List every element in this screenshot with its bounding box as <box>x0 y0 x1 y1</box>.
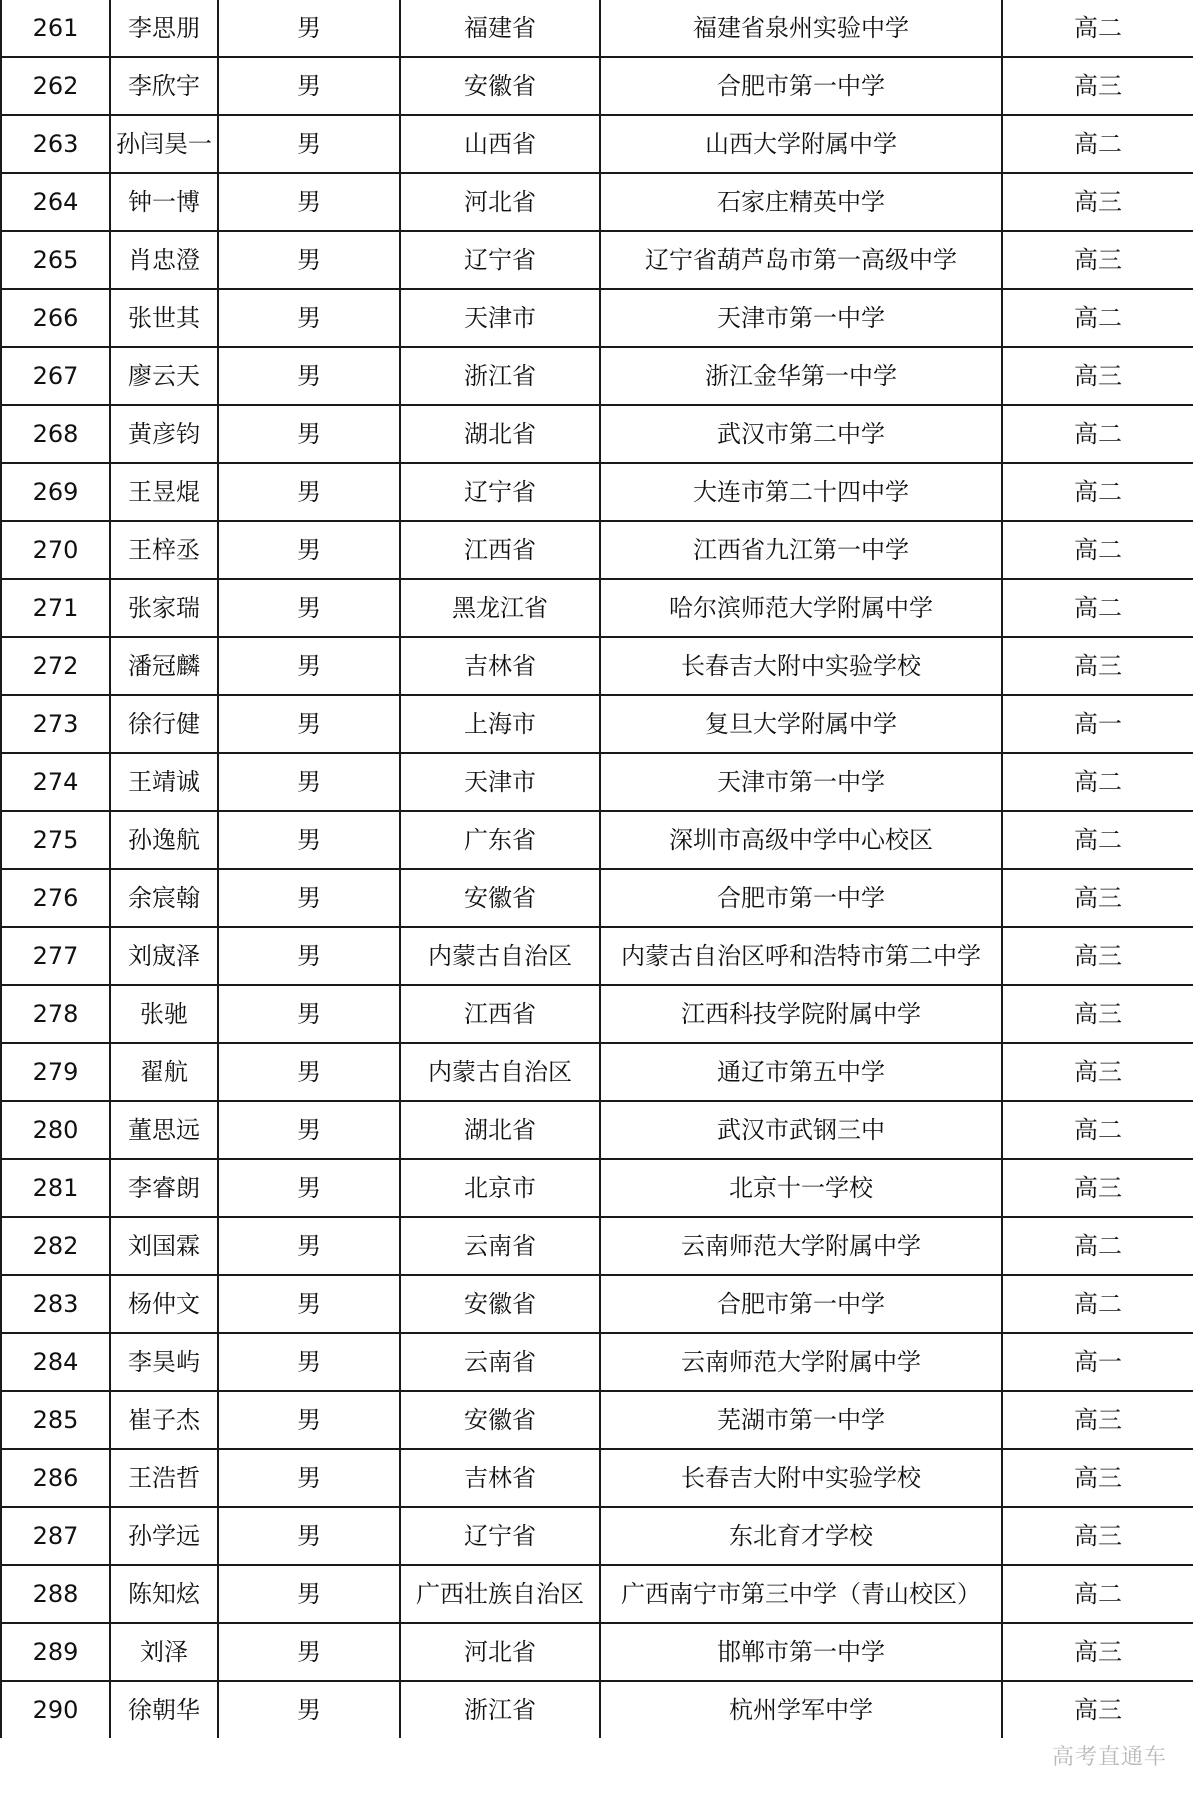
cell-gender: 男 <box>218 405 400 463</box>
cell-name: 孙闫昊一 <box>110 115 218 173</box>
cell-school: 内蒙古自治区呼和浩特市第二中学 <box>600 927 1002 985</box>
cell-province: 山西省 <box>400 115 600 173</box>
cell-name: 孙逸航 <box>110 811 218 869</box>
table-row <box>1 753 1193 811</box>
cell-gender: 男 <box>218 463 400 521</box>
table-row <box>1 695 1193 753</box>
cell-gender: 男 <box>218 637 400 695</box>
cell-grade: 高三 <box>1002 1043 1193 1101</box>
cell-school: 长春吉大附中实验学校 <box>600 1449 1002 1507</box>
cell-grade: 高二 <box>1002 579 1193 637</box>
table-row <box>1 0 1193 57</box>
cell-name: 孙学远 <box>110 1507 218 1565</box>
cell-name: 刘泽 <box>110 1623 218 1681</box>
table-row <box>1 521 1193 579</box>
cell-province: 安徽省 <box>400 1391 600 1449</box>
cell-grade: 高一 <box>1002 1333 1193 1391</box>
cell-school: 江西科技学院附属中学 <box>600 985 1002 1043</box>
cell-name: 杨仲文 <box>110 1275 218 1333</box>
cell-number: 261 <box>1 0 110 57</box>
cell-gender: 男 <box>218 753 400 811</box>
cell-grade: 高三 <box>1002 1159 1193 1217</box>
cell-grade: 高二 <box>1002 115 1193 173</box>
cell-gender: 男 <box>218 1101 400 1159</box>
cell-province: 云南省 <box>400 1333 600 1391</box>
cell-name: 黄彦钧 <box>110 405 218 463</box>
table-row <box>1 1275 1193 1333</box>
table-row <box>1 869 1193 927</box>
table-row <box>1 1159 1193 1217</box>
cell-province: 安徽省 <box>400 869 600 927</box>
cell-grade: 高二 <box>1002 405 1193 463</box>
cell-number: 290 <box>1 1681 110 1738</box>
table-row <box>1 1449 1193 1507</box>
cell-province: 江西省 <box>400 985 600 1043</box>
cell-name: 张世其 <box>110 289 218 347</box>
cell-number: 265 <box>1 231 110 289</box>
cell-school: 芜湖市第一中学 <box>600 1391 1002 1449</box>
cell-province: 湖北省 <box>400 405 600 463</box>
cell-gender: 男 <box>218 173 400 231</box>
cell-grade: 高三 <box>1002 1681 1193 1738</box>
cell-school: 天津市第一中学 <box>600 289 1002 347</box>
cell-gender: 男 <box>218 1681 400 1738</box>
cell-grade: 高二 <box>1002 811 1193 869</box>
cell-school: 哈尔滨师范大学附属中学 <box>600 579 1002 637</box>
cell-school: 辽宁省葫芦岛市第一高级中学 <box>600 231 1002 289</box>
cell-gender: 男 <box>218 57 400 115</box>
cell-province: 浙江省 <box>400 347 600 405</box>
table-row <box>1 985 1193 1043</box>
cell-name: 崔子杰 <box>110 1391 218 1449</box>
cell-name: 李思朋 <box>110 0 218 57</box>
cell-grade: 高一 <box>1002 695 1193 753</box>
cell-grade: 高二 <box>1002 1565 1193 1623</box>
cell-grade: 高二 <box>1002 1217 1193 1275</box>
table-row <box>1 1043 1193 1101</box>
cell-grade: 高三 <box>1002 1391 1193 1449</box>
cell-name: 肖忠澄 <box>110 231 218 289</box>
cell-name: 王昱焜 <box>110 463 218 521</box>
cell-number: 271 <box>1 579 110 637</box>
table-row <box>1 1623 1193 1681</box>
table-row <box>1 1391 1193 1449</box>
cell-gender: 男 <box>218 579 400 637</box>
cell-grade: 高三 <box>1002 985 1193 1043</box>
cell-grade: 高二 <box>1002 753 1193 811</box>
cell-name: 张家瑞 <box>110 579 218 637</box>
cell-grade: 高二 <box>1002 289 1193 347</box>
cell-school: 合肥市第一中学 <box>600 57 1002 115</box>
table-row <box>1 405 1193 463</box>
cell-name: 王浩哲 <box>110 1449 218 1507</box>
cell-grade: 高二 <box>1002 463 1193 521</box>
cell-province: 河北省 <box>400 173 600 231</box>
cell-number: 283 <box>1 1275 110 1333</box>
cell-school: 杭州学军中学 <box>600 1681 1002 1738</box>
cell-school: 合肥市第一中学 <box>600 869 1002 927</box>
cell-number: 282 <box>1 1217 110 1275</box>
cell-number: 273 <box>1 695 110 753</box>
cell-number: 287 <box>1 1507 110 1565</box>
cell-name: 翟航 <box>110 1043 218 1101</box>
cell-number: 289 <box>1 1623 110 1681</box>
cell-gender: 男 <box>218 347 400 405</box>
cell-number: 281 <box>1 1159 110 1217</box>
cell-school: 山西大学附属中学 <box>600 115 1002 173</box>
cell-school: 云南师范大学附属中学 <box>600 1217 1002 1275</box>
cell-province: 湖北省 <box>400 1101 600 1159</box>
cell-gender: 男 <box>218 521 400 579</box>
cell-school: 武汉市第二中学 <box>600 405 1002 463</box>
cell-number: 280 <box>1 1101 110 1159</box>
cell-school: 云南师范大学附属中学 <box>600 1333 1002 1391</box>
cell-province: 吉林省 <box>400 637 600 695</box>
cell-province: 辽宁省 <box>400 231 600 289</box>
cell-number: 277 <box>1 927 110 985</box>
cell-name: 廖云天 <box>110 347 218 405</box>
cell-province: 上海市 <box>400 695 600 753</box>
cell-gender: 男 <box>218 289 400 347</box>
table-row <box>1 347 1193 405</box>
cell-province: 吉林省 <box>400 1449 600 1507</box>
cell-grade: 高三 <box>1002 869 1193 927</box>
table-row <box>1 579 1193 637</box>
table-row <box>1 57 1193 115</box>
cell-gender: 男 <box>218 1043 400 1101</box>
table-row <box>1 289 1193 347</box>
cell-name: 徐行健 <box>110 695 218 753</box>
cell-number: 286 <box>1 1449 110 1507</box>
cell-school: 广西南宁市第三中学（青山校区） <box>600 1565 1002 1623</box>
cell-gender: 男 <box>218 1565 400 1623</box>
cell-number: 285 <box>1 1391 110 1449</box>
cell-number: 274 <box>1 753 110 811</box>
cell-school: 北京十一学校 <box>600 1159 1002 1217</box>
cell-grade: 高三 <box>1002 927 1193 985</box>
table-row <box>1 811 1193 869</box>
cell-number: 263 <box>1 115 110 173</box>
table-row <box>1 1101 1193 1159</box>
cell-grade: 高三 <box>1002 231 1193 289</box>
cell-gender: 男 <box>218 1275 400 1333</box>
cell-school: 浙江金华第一中学 <box>600 347 1002 405</box>
cell-province: 北京市 <box>400 1159 600 1217</box>
roster-body <box>1 0 1193 1738</box>
table-row <box>1 1507 1193 1565</box>
cell-gender: 男 <box>218 927 400 985</box>
cell-province: 江西省 <box>400 521 600 579</box>
cell-grade: 高二 <box>1002 1101 1193 1159</box>
table-row <box>1 1217 1193 1275</box>
cell-grade: 高三 <box>1002 1623 1193 1681</box>
cell-number: 288 <box>1 1565 110 1623</box>
table-row <box>1 1565 1193 1623</box>
watermark-text: 高考直通车 <box>1051 1745 1167 1770</box>
cell-province: 河北省 <box>400 1623 600 1681</box>
cell-school: 天津市第一中学 <box>600 753 1002 811</box>
cell-province: 广西壮族自治区 <box>400 1565 600 1623</box>
cell-school: 复旦大学附属中学 <box>600 695 1002 753</box>
cell-name: 张驰 <box>110 985 218 1043</box>
cell-gender: 男 <box>218 115 400 173</box>
table-row <box>1 463 1193 521</box>
cell-gender: 男 <box>218 1159 400 1217</box>
cell-province: 浙江省 <box>400 1681 600 1738</box>
cell-grade: 高三 <box>1002 637 1193 695</box>
cell-school: 东北育才学校 <box>600 1507 1002 1565</box>
cell-name: 李睿朗 <box>110 1159 218 1217</box>
cell-grade: 高三 <box>1002 1507 1193 1565</box>
table-row <box>1 1333 1193 1391</box>
cell-gender: 男 <box>218 985 400 1043</box>
cell-number: 267 <box>1 347 110 405</box>
cell-school: 长春吉大附中实验学校 <box>600 637 1002 695</box>
cell-school: 大连市第二十四中学 <box>600 463 1002 521</box>
cell-province: 天津市 <box>400 753 600 811</box>
cell-province: 云南省 <box>400 1217 600 1275</box>
cell-number: 264 <box>1 173 110 231</box>
cell-name: 徐朝华 <box>110 1681 218 1738</box>
cell-name: 李昊屿 <box>110 1333 218 1391</box>
cell-number: 268 <box>1 405 110 463</box>
cell-number: 284 <box>1 1333 110 1391</box>
cell-province: 黑龙江省 <box>400 579 600 637</box>
cell-gender: 男 <box>218 811 400 869</box>
cell-number: 269 <box>1 463 110 521</box>
cell-province: 天津市 <box>400 289 600 347</box>
cell-name: 陈知炫 <box>110 1565 218 1623</box>
cell-gender: 男 <box>218 231 400 289</box>
cell-gender: 男 <box>218 1449 400 1507</box>
cell-school: 武汉市武钢三中 <box>600 1101 1002 1159</box>
cell-school: 福建省泉州实验中学 <box>600 0 1002 57</box>
cell-number: 278 <box>1 985 110 1043</box>
cell-school: 合肥市第一中学 <box>600 1275 1002 1333</box>
cell-province: 辽宁省 <box>400 463 600 521</box>
cell-name: 钟一博 <box>110 173 218 231</box>
cell-gender: 男 <box>218 1507 400 1565</box>
table-row <box>1 927 1193 985</box>
cell-province: 安徽省 <box>400 57 600 115</box>
table-row <box>1 1681 1193 1738</box>
cell-grade: 高三 <box>1002 173 1193 231</box>
table-row <box>1 231 1193 289</box>
cell-gender: 男 <box>218 1333 400 1391</box>
table-row <box>1 637 1193 695</box>
cell-gender: 男 <box>218 1391 400 1449</box>
cell-school: 深圳市高级中学中心校区 <box>600 811 1002 869</box>
cell-school: 通辽市第五中学 <box>600 1043 1002 1101</box>
table-row <box>1 173 1193 231</box>
cell-grade: 高三 <box>1002 57 1193 115</box>
cell-number: 276 <box>1 869 110 927</box>
cell-name: 董思远 <box>110 1101 218 1159</box>
cell-gender: 男 <box>218 0 400 57</box>
cell-grade: 高三 <box>1002 347 1193 405</box>
cell-name: 刘国霖 <box>110 1217 218 1275</box>
cell-gender: 男 <box>218 1623 400 1681</box>
cell-school: 石家庄精英中学 <box>600 173 1002 231</box>
cell-name: 刘宬泽 <box>110 927 218 985</box>
cell-name: 王靖诚 <box>110 753 218 811</box>
cell-number: 279 <box>1 1043 110 1101</box>
cell-province: 内蒙古自治区 <box>400 927 600 985</box>
cell-province: 广东省 <box>400 811 600 869</box>
cell-province: 内蒙古自治区 <box>400 1043 600 1101</box>
cell-name: 余宸翰 <box>110 869 218 927</box>
table-row <box>1 115 1193 173</box>
cell-grade: 高二 <box>1002 0 1193 57</box>
cell-number: 266 <box>1 289 110 347</box>
cell-name: 潘冠麟 <box>110 637 218 695</box>
cell-province: 福建省 <box>400 0 600 57</box>
cell-gender: 男 <box>218 869 400 927</box>
cell-school: 邯郸市第一中学 <box>600 1623 1002 1681</box>
cell-gender: 男 <box>218 695 400 753</box>
cell-province: 辽宁省 <box>400 1507 600 1565</box>
cell-number: 272 <box>1 637 110 695</box>
cell-grade: 高三 <box>1002 1449 1193 1507</box>
cell-province: 安徽省 <box>400 1275 600 1333</box>
cell-number: 270 <box>1 521 110 579</box>
cell-name: 王梓丞 <box>110 521 218 579</box>
cell-number: 275 <box>1 811 110 869</box>
cell-gender: 男 <box>218 1217 400 1275</box>
cell-number: 262 <box>1 57 110 115</box>
cell-name: 李欣宇 <box>110 57 218 115</box>
cell-school: 江西省九江第一中学 <box>600 521 1002 579</box>
cell-grade: 高二 <box>1002 521 1193 579</box>
cell-grade: 高二 <box>1002 1275 1193 1333</box>
